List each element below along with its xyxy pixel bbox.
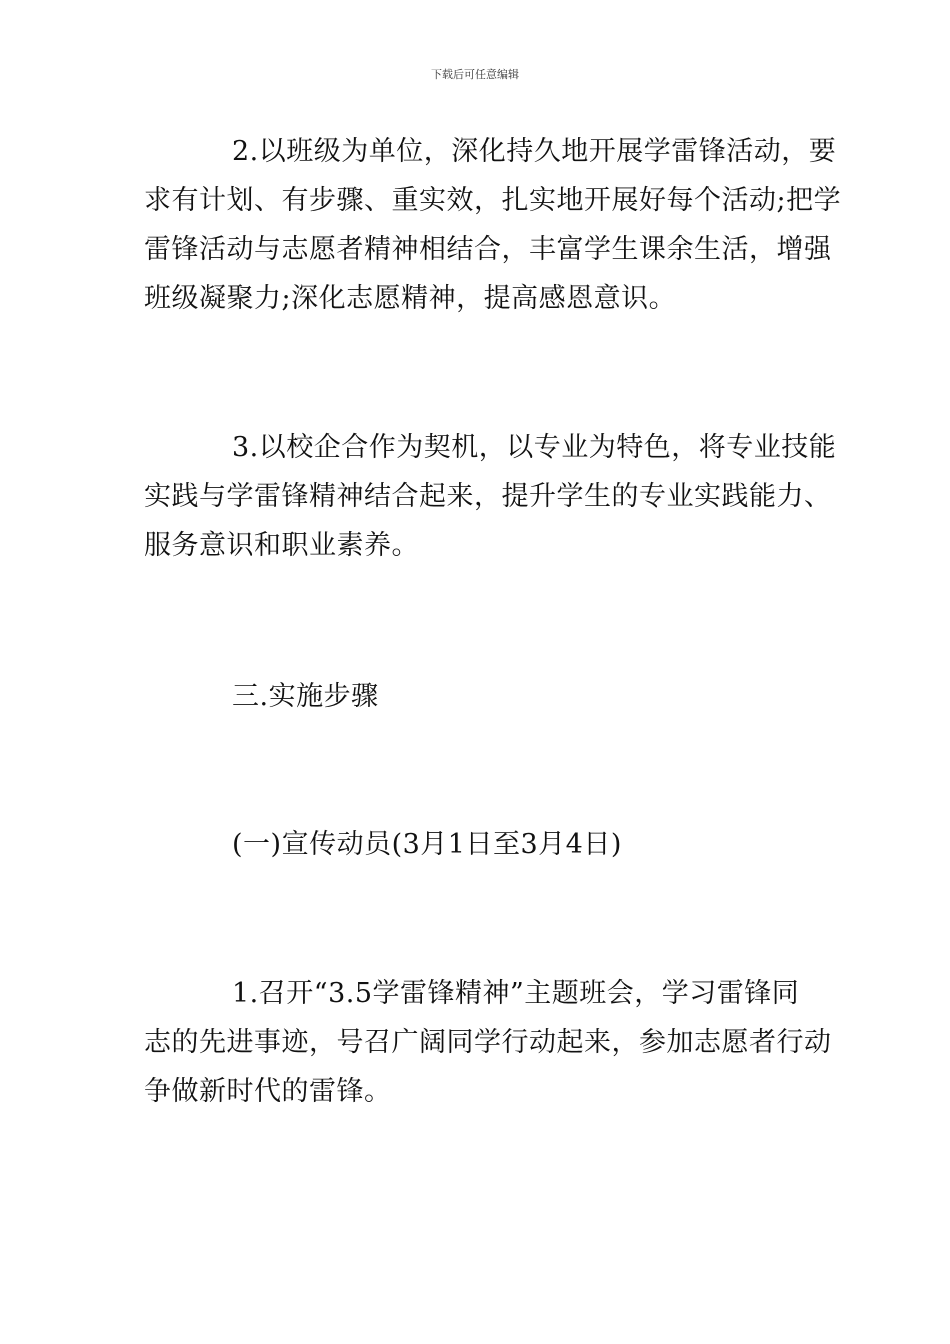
paragraph-line: 争做新时代的雷锋。 — [144, 1076, 392, 1107]
page-header-note: 下载后可任意编辑 — [431, 68, 519, 81]
section-heading: 三.实施步骤 — [232, 681, 379, 712]
paragraph-line: 雷锋活动与志愿者精神相结合，丰富学生课余生活，增强 — [144, 234, 832, 265]
paragraph-line: 实践与学雷锋精神结合起来，提升学生的专业实践能力、 — [144, 481, 832, 512]
paragraph-line: 班级凝聚力;深化志愿精神，提高感恩意识。 — [144, 283, 677, 314]
paragraph-line: 志的先进事迹，号召广阔同学行动起来，参加志愿者行动 — [144, 1027, 832, 1058]
paragraph-1-class-meeting — [144, 969, 832, 1116]
section-heading-implementation-steps — [144, 672, 809, 721]
paragraph-line: 1.召开“3.5学雷锋精神”主题班会，学习雷锋同 — [232, 978, 800, 1009]
paragraph-2-class-activities — [144, 127, 842, 323]
paragraph-3-school-enterprise — [144, 423, 837, 570]
paragraph-line: 2.以班级为单位，深化持久地开展学雷锋活动，要 — [232, 136, 837, 167]
paragraph-line: 服务意识和职业素养。 — [144, 530, 419, 561]
paragraph-line: 3.以校企合作为契机，以专业为特色，将专业技能 — [232, 432, 837, 463]
subsection-heading: (一)宣传动员(3月1日至3月4日) — [232, 829, 622, 860]
paragraph-line: 求有计划、有步骤、重实效，扎实地开展好每个活动;把学 — [144, 185, 842, 216]
subsection-heading-publicity — [144, 820, 809, 869]
